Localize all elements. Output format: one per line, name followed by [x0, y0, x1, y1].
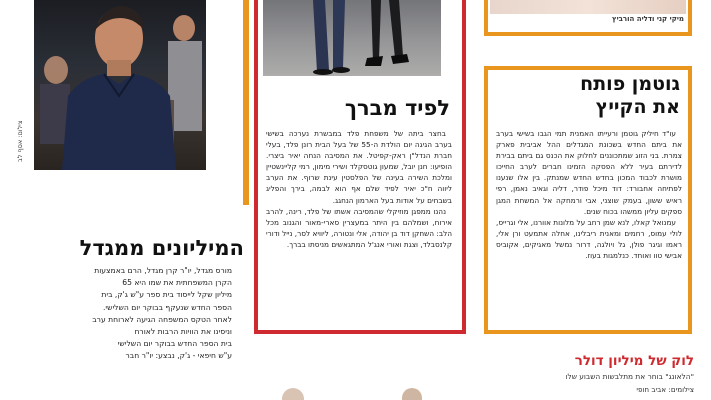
left-article-line: הספר החדש שנעקף בבוקר יום השלישי.: [102, 302, 232, 312]
left-photo-illustration: [34, 0, 206, 170]
right-article-headline-line1: גוטמן פותח: [580, 73, 680, 95]
left-article-line: לאחר הטקס המשפחה הגיעה לארוחת ערב: [92, 314, 232, 324]
left-article-orange-frame: [243, 0, 249, 205]
left-photo-man: [34, 0, 206, 170]
right-article-body: [496, 128, 682, 326]
right-article-paragraph: עמנואל קאלו, לנא שמן רחב על מלונות אוורנו, אלי וגרייס, לולי עמוס, רחמים ומאנית ריבלינו, אחלה אתמעט ורן אלי, ראמו וגיגר פולן, גל ויולגה, דרור נמשל מאגיקים, אקוביס אבישי טוו ואוחד. כנלמגות בעוז.: [496, 217, 682, 261]
bottom-right-subline: "הלאונג" בוחר את מתלבשות השבוע שלו: [565, 372, 694, 381]
left-photo-credit: צילום: אסף לב: [16, 120, 24, 162]
right-top-orange-frame: [484, 0, 692, 36]
left-article-line: בית הספר החדש בבוקר יום השלישי: [117, 339, 232, 349]
left-article-headline: המיליונים ממגדל: [79, 236, 244, 260]
left-article-line: הקרן המשפחתית את שמו היא 65: [122, 278, 232, 288]
right-article-headline-line2: את הקייץ: [595, 96, 680, 118]
bottom-middle-photo-crop-2: [402, 388, 422, 400]
bottom-right-credit: צילומים: אביב חופי: [636, 385, 694, 394]
right-article-paragraph: עו"ד חיליק גוטמן ורעייתו האמנית תמי הגבו בשישי בערב את ביתם החדש בשכונת המגדלים ההל אביבית פארק צמרת. בני הזוג שמתכוננים לחלוק את הכנס גם ביתם בבירת לדירתם בעיר ללא הפסקה הזמינו חברים לערב החייכו מושרת לכבוד המכון בחדש החדש שמנתק. בין אלו שנענו לפתיחה אחבורד: דוד מיכל פודר, דליה וגאיב נאמן, רפי ראיש ששון, בעמק שוצני, אבי ורמחקה אל המשחת המגן ספקים עליון ממשהו בכוח שנים.: [496, 129, 682, 216]
left-article-line: מורס מגדל, יו"ר קרן מגדל, הרם באמצעות: [94, 266, 232, 275]
middle-article-paragraph: בחצר ביתה של משפחת פלד במבשרת נערכה בשישי בערב הגיגה יום הולדת ה-55 של בעל הבית רונן פלד, בעלי חברת הנדל"ן ראק-קפיטל. את המסיבה הנחה יאיר ביצרי. הופיעו: חנן יובל, שמעון גוטסקלד ושירי מימון, רמי קליינשטיין ומלכת השירה בעינה של הפלסטין עינת שרוף. את הערב ליווה ח"כ יאיר לפיד שלם אף הוא לבמה, בירך והפליג בשבחים על אודות בעל הארמון הנחגג.: [266, 129, 452, 205]
bottom-middle-photo-crop: [282, 388, 304, 400]
left-article-line: ע"ש חיפאי - ג'ק, נבצע: יו"ר חבר: [125, 351, 232, 361]
middle-article-paragraph: נהנו ממפגן מוזיקלי שהמסיבה אשתו של פלד, רינה, להרב אירוח, ושמלהם בין היתר במעצרין סארי-מאור והגנוב מכל הלב: השחקן דוד בן יהודה, אלי ונטורה, ליוויא לסר, נייל ודורי קלנסבלד, וצגת ואורי אנג'ל המתגאשים מניסתו בברך.: [266, 206, 452, 249]
middle-article-body: [266, 128, 452, 324]
left-article-line: וניסינו את הוויות הרבות לאורח: [134, 327, 232, 337]
middle-photo-illustration: [263, 0, 441, 76]
bottom-right-headline: לוק של מיליון דולר: [574, 353, 694, 369]
left-article-line: מיליון שקל לייסוד בית ספר ע"ש ג'ק, בית: [101, 290, 232, 300]
middle-article-headline: לפיד מברך: [344, 96, 450, 120]
left-article-body: [32, 265, 232, 400]
middle-photo-couple: [263, 0, 441, 76]
right-photo-caption: מיקי קני ודליה הורביץ: [611, 15, 684, 23]
